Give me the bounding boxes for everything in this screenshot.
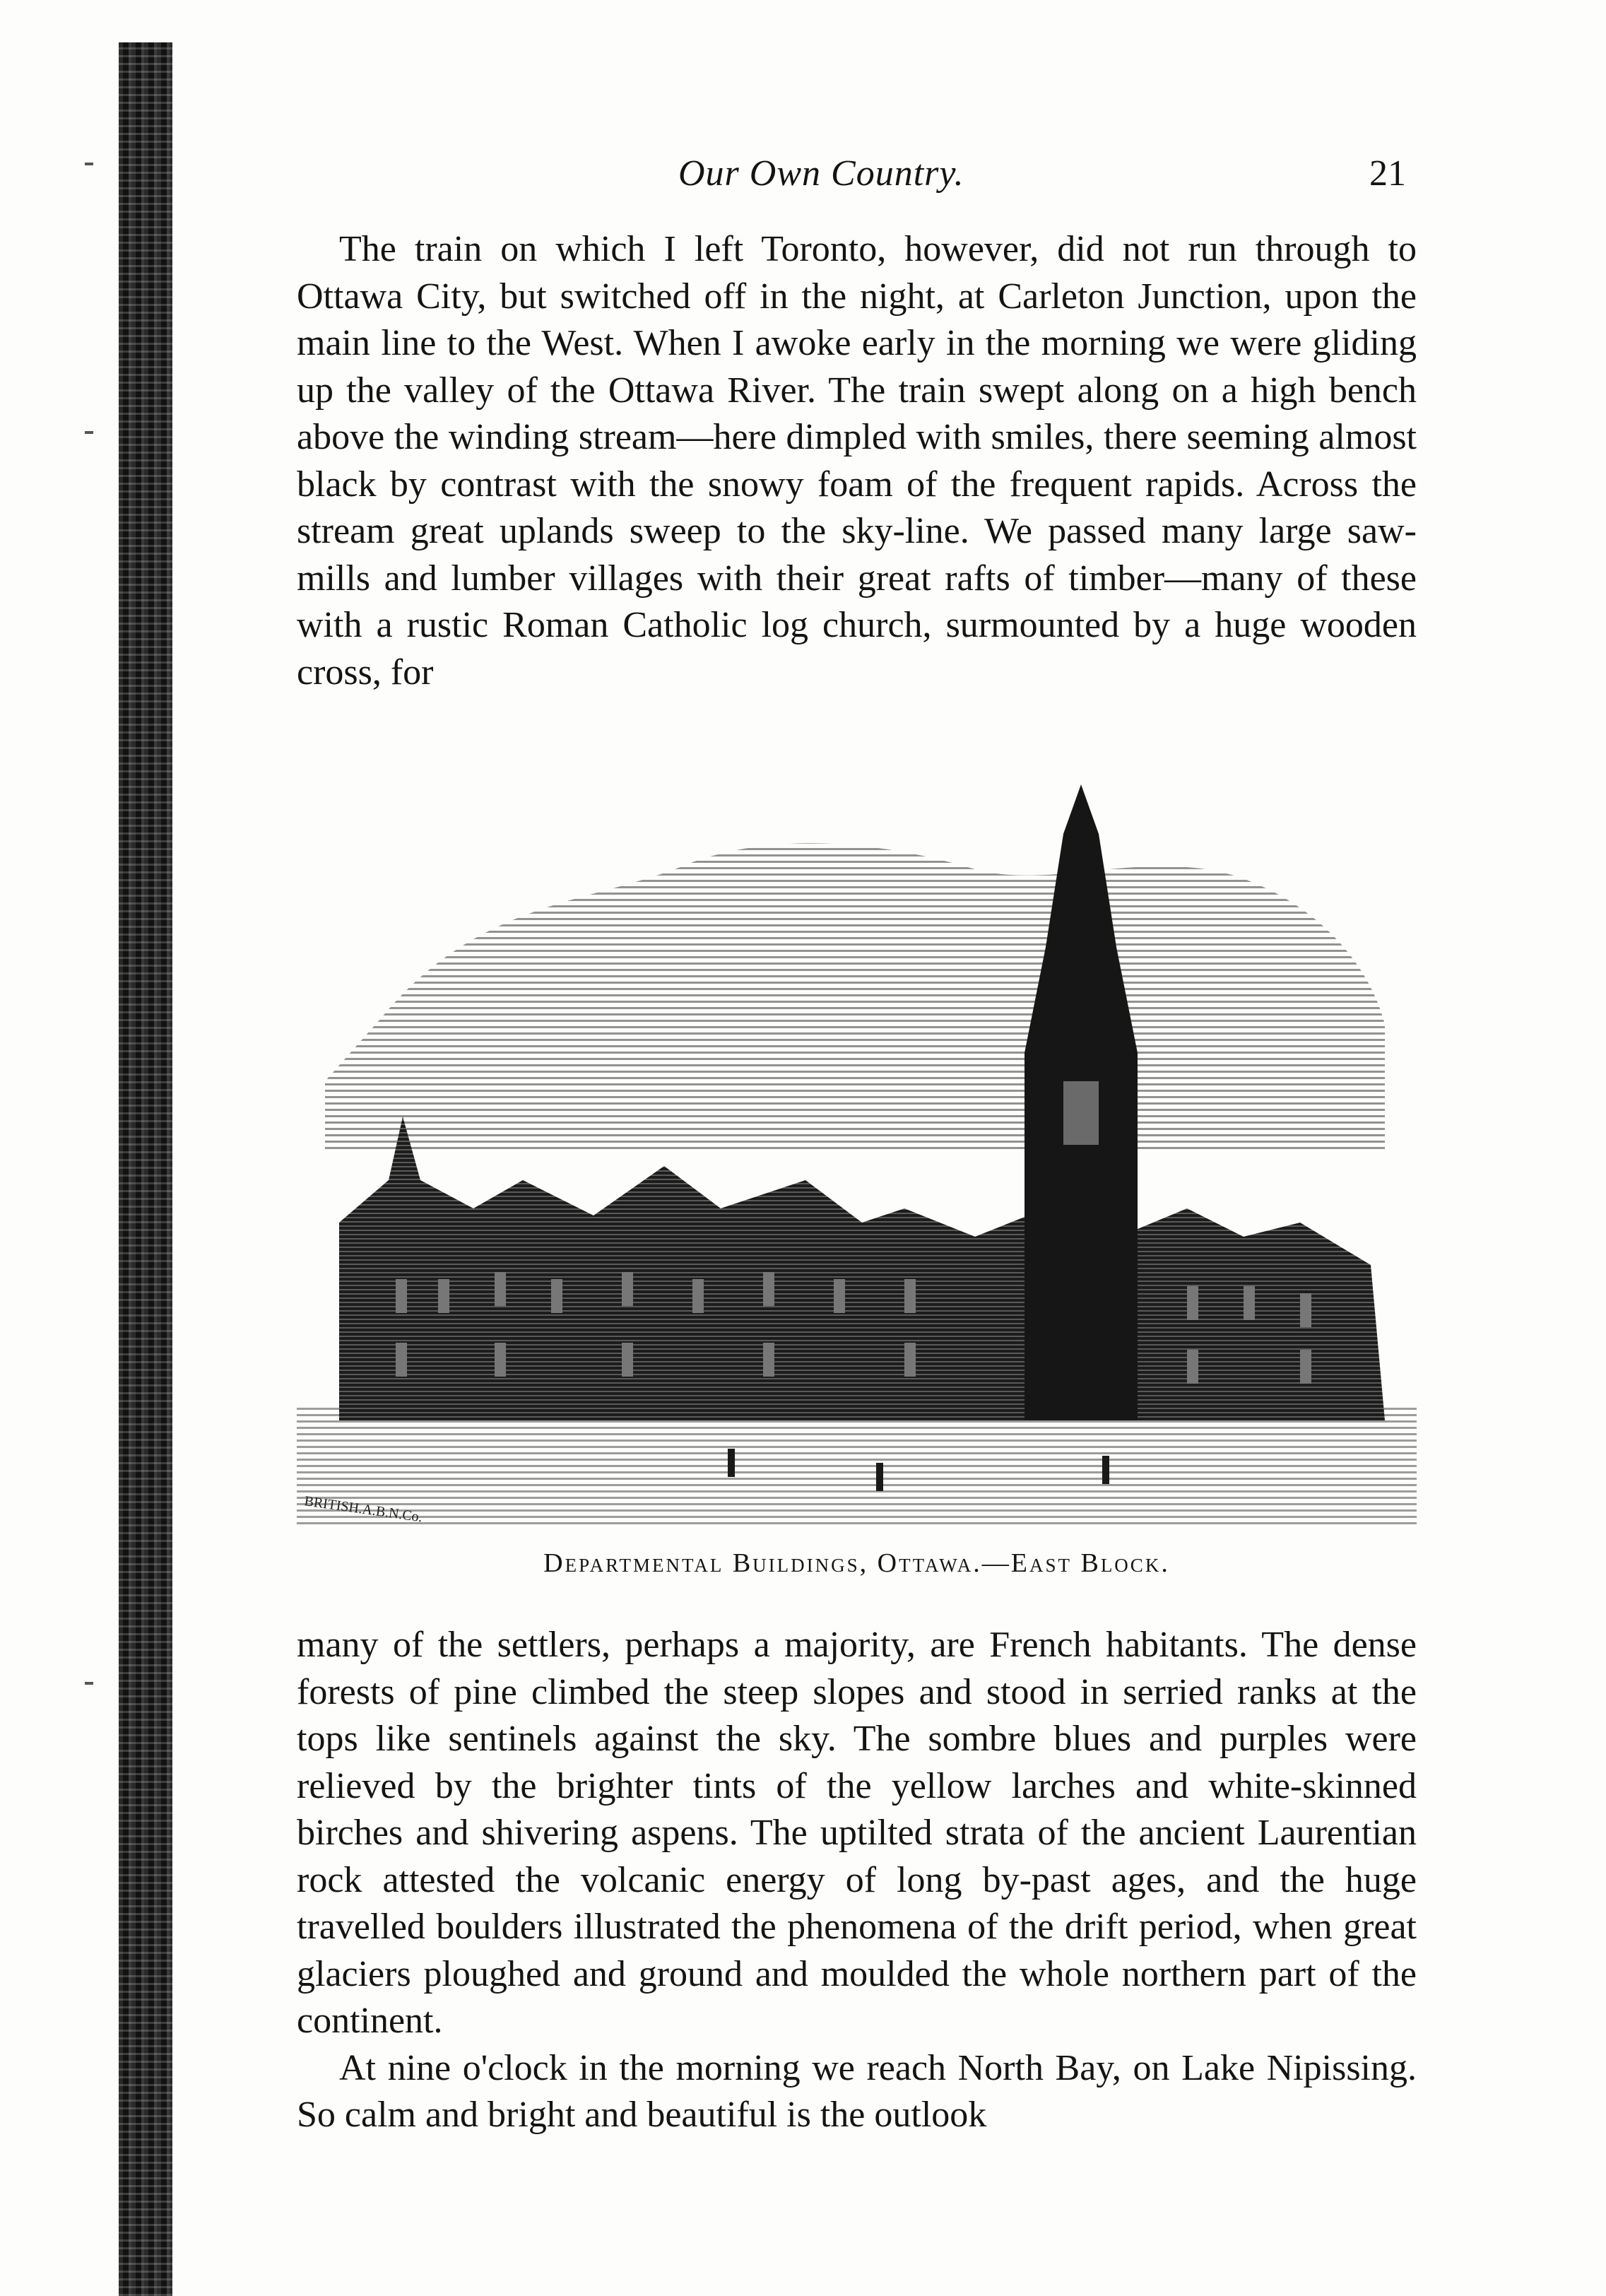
- sky-clouds: [325, 843, 1385, 1152]
- scan-speck: [85, 163, 93, 165]
- paragraph: The train on which I left Toronto, however, did not run through to Ottawa City, but switched off in the night, at Carleton Junction, upon the main line to the West. When I awoke early in the morning we were gliding up the valley of the Ottawa River. The train swept along on a high bench above the winding stream—here dimpled with smiles, there seeming almost black by contrast with the snowy foam of the frequent rapids. Across the stream great uplands sweep to the sky-line. We passed many large saw-mills and lumber villages with their great rafts of timber—many of these with a rustic Roman Catholic log church, surmounted by a huge wooden cross, for: [297, 229, 1417, 693]
- engraving-illustration: [297, 784, 1417, 1526]
- paragraph: At nine o'clock in the morning we reach North Bay, on Lake Nipissing. So calm and bright and beautiful is the outlook: [297, 2047, 1417, 2135]
- running-title: Our Own Country.: [678, 153, 964, 194]
- engraving-departmental-buildings: [297, 784, 1417, 1526]
- text-block-top: [297, 226, 1417, 696]
- lawn: [297, 1406, 1417, 1526]
- scan-speck: [85, 1682, 93, 1685]
- scan-speck: [85, 431, 93, 434]
- engraver-mark: BRITISH.A.B.N.Co.: [303, 1493, 424, 1526]
- tower-window: [1063, 1081, 1099, 1145]
- paragraph: many of the settlers, perhaps a majority, are French habitants. The dense forests of pine climbed the steep slopes and stood in serried ranks at the tops like sentinels against the sky. The sombre blues and purples were relieved by the brighter tints of the yellow larches and white-skinned birches and shivering aspens. The uptilted strata of the ancient Laurentian rock attested the volcanic energy of long by-past ages, and the huge travelled boulders illustrated the phenomena of the drift period, when great glaciers ploughed and ground and moulded the whole northern part of the continent.: [297, 1625, 1417, 2041]
- page-number: 21: [1369, 153, 1406, 194]
- book-binding-edge: [119, 42, 172, 2296]
- page-header: [304, 147, 1406, 204]
- figure-caption: Departmental Buildings, Ottawa.—East Block.: [543, 1548, 1170, 1578]
- text-block-bottom: [297, 1622, 1417, 2139]
